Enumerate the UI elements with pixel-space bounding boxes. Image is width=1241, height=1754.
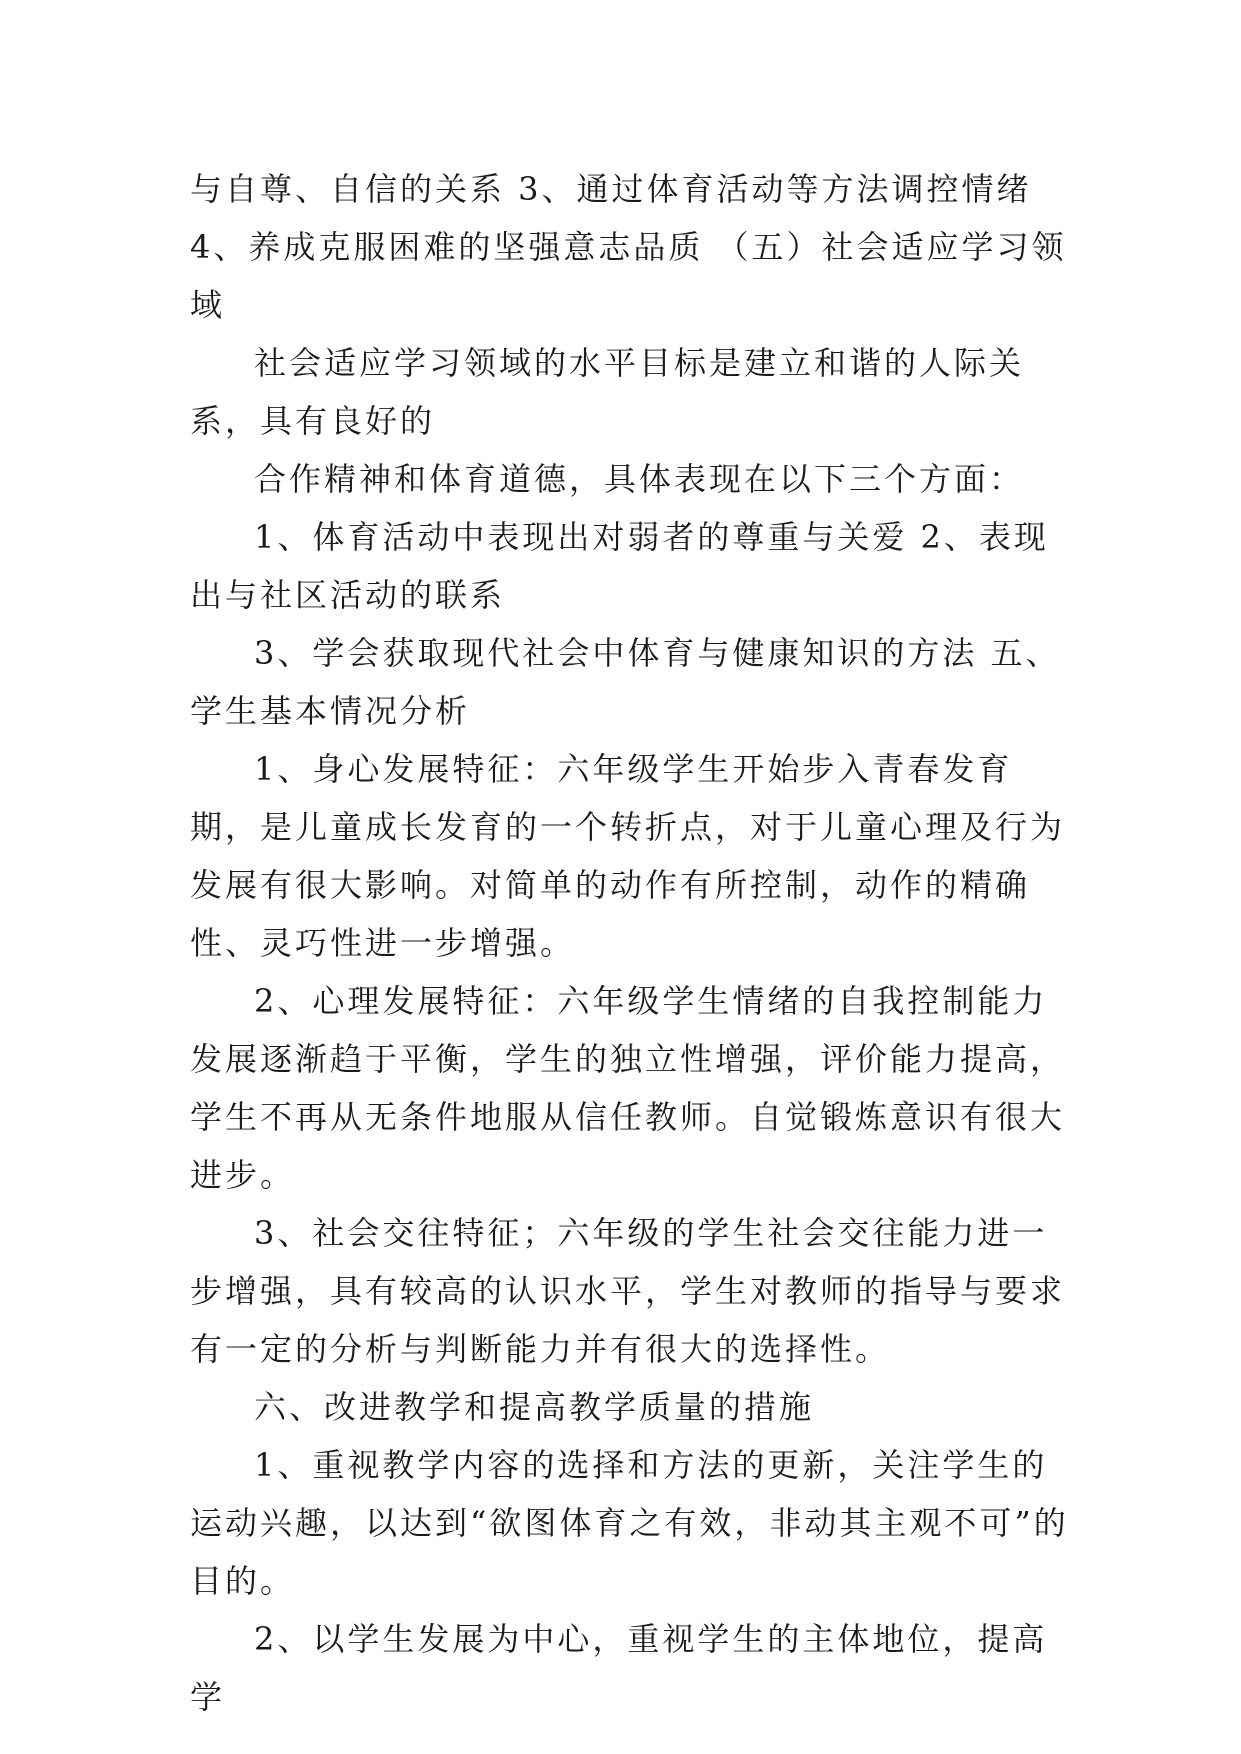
paragraph: 3、学会获取现代社会中体育与健康知识的方法 五、学生基本情况分析 <box>190 634 1061 730</box>
paragraph: 六、改进教学和提高教学质量的措施 <box>254 1388 815 1426</box>
document-body <box>190 160 1080 1726</box>
paragraph: 社会适应学习领域的水平目标是建立和谐的人际关系，具有良好的 <box>190 344 1025 440</box>
paragraph: 1、身心发展特征：六年级学生开始步入青春发育期，是儿童成长发育的一个转折点，对于儿童心理及行为发展有很大影响。对简单的动作有所控制，动作的精确性、灵巧性进一步增强。 <box>190 750 1066 962</box>
paragraph: 2、以学生发展为中心，重视学生的主体地位，提高学 <box>190 1620 1048 1716</box>
paragraph: 1、重视教学内容的选择和方法的更新，关注学生的运动兴趣，以达到“欲图体育之有效，非动其主观不可”的目的。 <box>190 1446 1069 1600</box>
paragraph: 1、体育活动中表现出对弱者的尊重与关爱 2、表现出与社区活动的联系 <box>190 518 1049 614</box>
paragraph: 2、心理发展特征：六年级学生情绪的自我控制能力发展逐渐趋于平衡，学生的独立性增强，评价能力提高，学生不再从无条件地服从信任教师。自觉锻炼意识有很大进步。 <box>190 982 1066 1194</box>
paragraph: 与自尊、自信的关系 3、通过体育活动等方法调控情绪 4、养成克服困难的坚强意志品质 （五）社会适应学习领域 <box>190 170 1067 324</box>
paragraph: 合作精神和体育道德，具体表现在以下三个方面： <box>254 460 1025 498</box>
paragraph: 3、社会交往特征；六年级的学生社会交往能力进一步增强，具有较高的认识水平，学生对教师的指导与要求有一定的分析与判断能力并有很大的选择性。 <box>190 1214 1066 1368</box>
